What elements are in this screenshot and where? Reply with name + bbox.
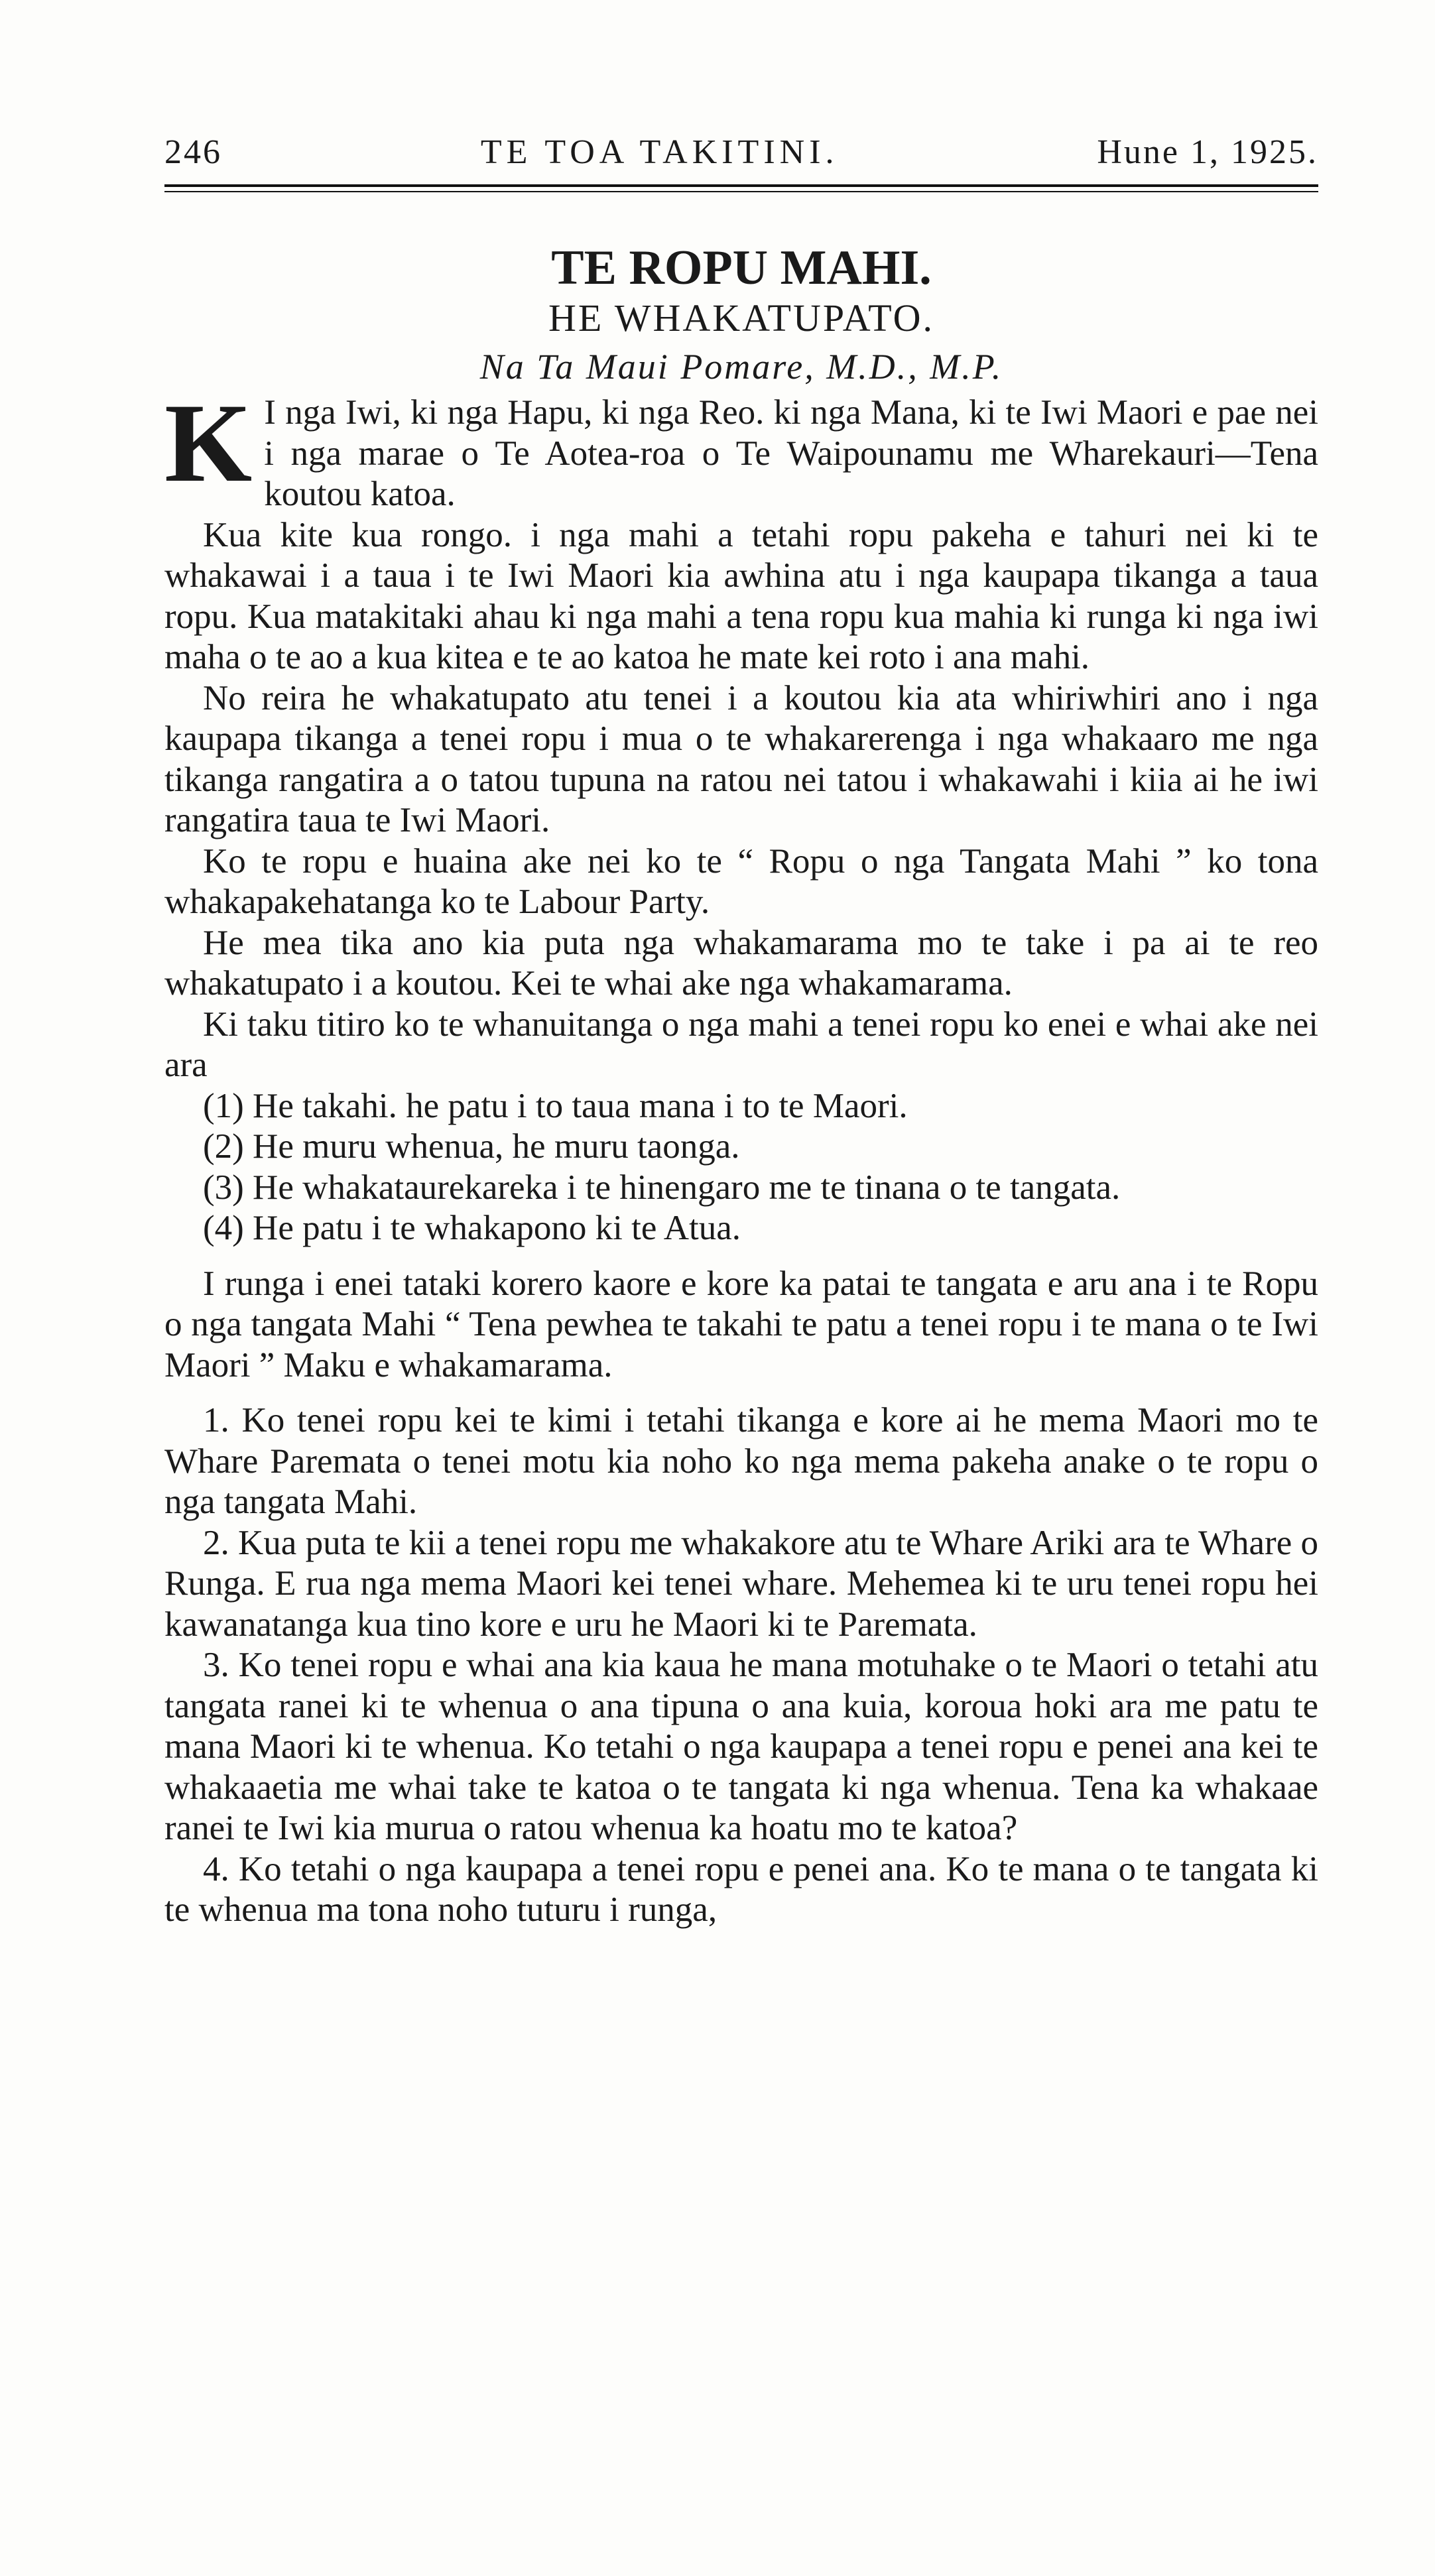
issue-date: Hune 1, 1925. xyxy=(1097,133,1318,171)
paragraph: Ko te ropu e huaina ake nei ko te “ Ropu o nga Tangata Mahi ” ko tona whakapakehatanga ko te Labour Party. xyxy=(164,841,1318,921)
numbered-paragraph: 2. Kua puta te kii a tenei ropu me whakakore atu te Whare Ariki ara te Whare o Runga. E rua nga mema Maori kei tenei whare. Mehemea ki te uru tenei ropu hei kawanatanga kua tino kore e uru he Maori ki te Paremata. xyxy=(164,1523,1318,1644)
header-rule-thick xyxy=(164,184,1318,187)
article-subtitle: HE WHAKATUPATO. xyxy=(548,296,935,339)
page-number: 246 xyxy=(164,133,222,171)
list-item: (3) He whakataurekareka i te hinengaro me te tinana o te tangata. xyxy=(203,1168,1121,1207)
paragraph: No reira he whakatupato atu tenei i a koutou kia ata whiriwhiri ano i nga kaupapa tikanga a tenei ropu i mua o te whakarerenga i nga whakaaro me nga tikanga rangatira a o tatou tupuna na ratou nei tatou i whakawahi i kiia ai he iwi rangatira taua te Iwi Maori. xyxy=(164,678,1318,839)
running-header xyxy=(164,133,1318,179)
publication-title: TE TOA TAKITINI. xyxy=(480,133,839,171)
article-byline: Na Ta Maui Pomare, M.D., M.P. xyxy=(479,347,1003,387)
opening-paragraph xyxy=(164,381,1318,515)
paragraph: He mea tika ano kia puta nga whakamarama mo te take i pa ai te reo whakatupato i a koutou. Kei te whai ake nga whakamarama. xyxy=(164,923,1318,1003)
question-paragraph: I runga i enei tataki korero kaore e kore ka patai te tangata e aru ana i te Ropu o nga tangata Mahi “ Tena pewhea te takahi te patu a tenei ropu i te mana o te Iwi Maori ” Maku e whakamarama. xyxy=(164,1264,1318,1384)
numbered-paragraph: 3. Ko tenei ropu e whai ana kia kaua he mana motuhake o te Maori o tetahi atu tangata ranei ki te whenua o ana tipuna o ana kuia, koroua hoki ara me patu te mana Maori ki te whenua. Ko tetahi o nga kaupapa a tenei ropu e penei ana kei te whakaaetia me whai take te katoa o te tangata ki nga whenua. Tena ka whakaae ranei te Iwi kia murua o ratou whenua ka hoatu mo te katoa? xyxy=(164,1646,1318,1847)
header-rule-thin xyxy=(164,191,1318,192)
article-body xyxy=(164,381,1318,1931)
list-item: (4) He patu i te whakapono ki te Atua. xyxy=(203,1209,741,1247)
list-item: (1) He takahi. he patu i to taua mana i to te Maori. xyxy=(203,1086,908,1125)
paragraph-text: I nga Iwi, ki nga Hapu, ki nga Reo. ki nga Mana, ki te Iwi Maori e pae nei i nga marae o Te Aotea-roa o Te Waipounamu me Wharekauri—Tena koutou katoa. xyxy=(264,393,1318,513)
numbered-paragraph: 1. Ko tenei ropu kei te kimi i tetahi tikanga e kore ai he mema Maori mo te Whare Paremata o tenei motu kia noho ko nga mema pakeha anake o te ropu o nga tangata Mahi. xyxy=(164,1401,1318,1521)
paragraph: Ki taku titiro ko te whanuitanga o nga mahi a tenei ropu ko enei e whai ake nei ara xyxy=(164,1005,1318,1084)
list-item: (2) He muru whenua, he muru taonga. xyxy=(203,1127,740,1166)
article-title: TE ROPU MAHI. xyxy=(551,241,932,295)
numbered-paragraph: 4. Ko tetahi o nga kaupapa a tenei ropu e penei ana. Ko te mana o te tangata ki te whenua ma tona noho tuturu i runga, xyxy=(164,1849,1318,1929)
paragraph: Kua kite kua rongo. i nga mahi a tetahi ropu pakeha e tahuri nei ki te whakawai i a taua i te Iwi Maori kia awhina atu i nga kaupapa tikanga a taua ropu. Kua matakitaki ahau ki nga mahi a tena ropu kua mahia ki runga ki nga iwi maha o te ao a kua kitea e te ao katoa he mate kei roto i ana mahi. xyxy=(164,515,1318,676)
page xyxy=(164,133,1318,1931)
drop-cap: K xyxy=(164,381,253,505)
